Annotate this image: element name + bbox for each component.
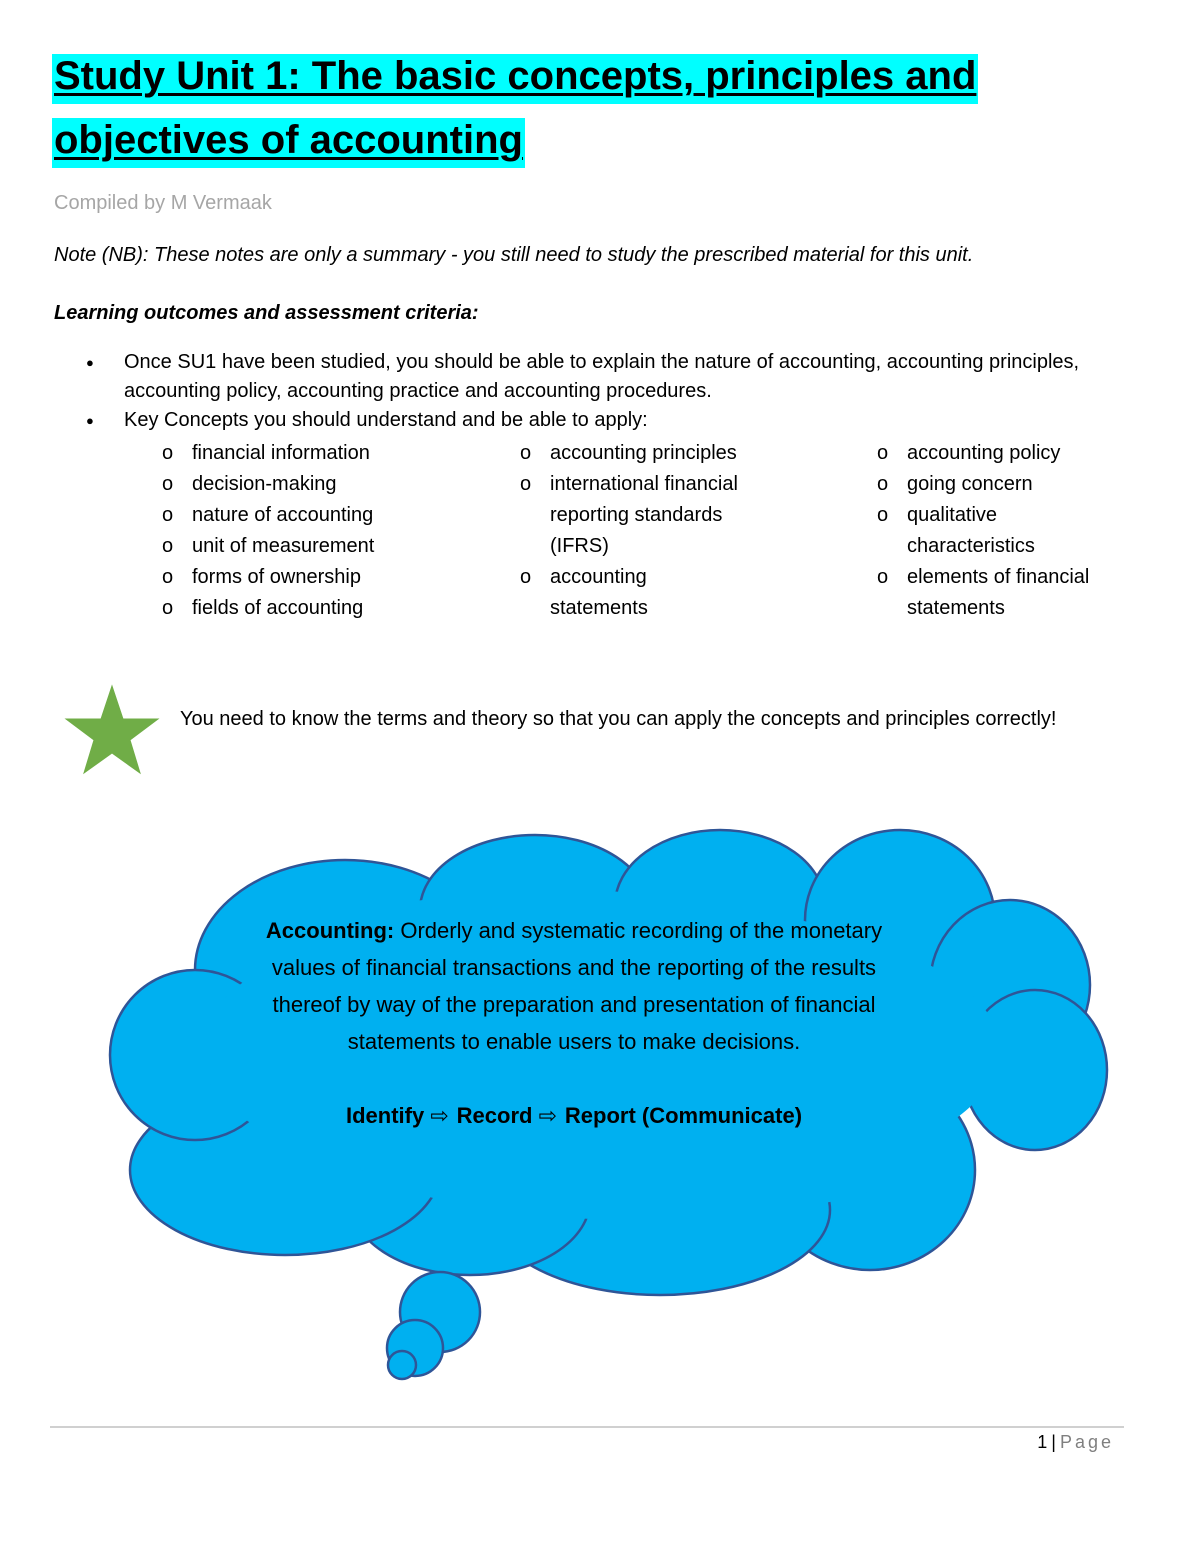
- thought-bubbles: [387, 1272, 480, 1379]
- list-item: o accounting policy: [873, 438, 1123, 469]
- list-item: o decision-making: [158, 469, 478, 500]
- list-item: o unit of measurement: [158, 531, 478, 562]
- list-item: o financial information: [158, 438, 478, 469]
- definition-body: Orderly and systematic recording of the monetary values of financial transactions and the reporting of the results thereof by way of the preparation and presentation of financial statements to enable users to make decisions.: [271, 918, 883, 1054]
- learning-outcomes-heading: Learning outcomes and assessment criteria:: [54, 302, 479, 324]
- list-item: o accounting statements: [516, 562, 746, 624]
- page-number: 1: [1037, 1432, 1048, 1452]
- study-note: Note (NB): These notes are only a summary - you still need to study the prescribed material for this unit.: [54, 244, 974, 266]
- accounting-process-flow: [262, 1097, 886, 1134]
- star-note: You need to know the terms and theory so that you can apply the concepts and principles correctly!: [180, 708, 1057, 730]
- list-item: o forms of ownership: [158, 562, 478, 593]
- flow-step-record: Record: [456, 1103, 533, 1128]
- author-line: Compiled by M Vermaak: [54, 192, 272, 214]
- list-item: o nature of accounting: [158, 500, 478, 531]
- page-label: Page: [1059, 1432, 1114, 1452]
- list-item: o accounting principles: [516, 438, 746, 469]
- definition-paragraph: [262, 912, 886, 1060]
- footer-divider: [50, 1426, 1124, 1428]
- list-item: o qualitative characteristics: [873, 500, 1123, 562]
- accounting-definition: [262, 912, 886, 1134]
- list-item: o international financial reporting standards (IFRS): [516, 469, 746, 562]
- page-title-line-2: objectives of accounting: [52, 112, 525, 168]
- flow-step-report: Report (Communicate): [564, 1103, 803, 1128]
- list-item: ● Once SU1 have been studied, you should be able to explain the nature of accounting, accounting principles, accounting policy, accounting practice and accounting procedures.: [86, 348, 1106, 406]
- page-title-line-1: Study Unit 1: The basic concepts, principles and: [52, 48, 978, 104]
- list-item: ● Key Concepts you should understand and be able to apply:: [86, 406, 1106, 435]
- footer-separator: |: [1051, 1432, 1056, 1452]
- flow-step-identify: Identify: [345, 1103, 425, 1128]
- definition-term: Accounting:: [265, 918, 395, 943]
- page-footer: [1037, 1432, 1114, 1453]
- list-item: o fields of accounting: [158, 593, 478, 624]
- list-item: o going concern: [873, 469, 1123, 500]
- arrow-right-icon: ⇨: [538, 1103, 557, 1128]
- arrow-right-icon: ⇨: [430, 1103, 449, 1128]
- list-item: o elements of financial statements: [873, 562, 1123, 624]
